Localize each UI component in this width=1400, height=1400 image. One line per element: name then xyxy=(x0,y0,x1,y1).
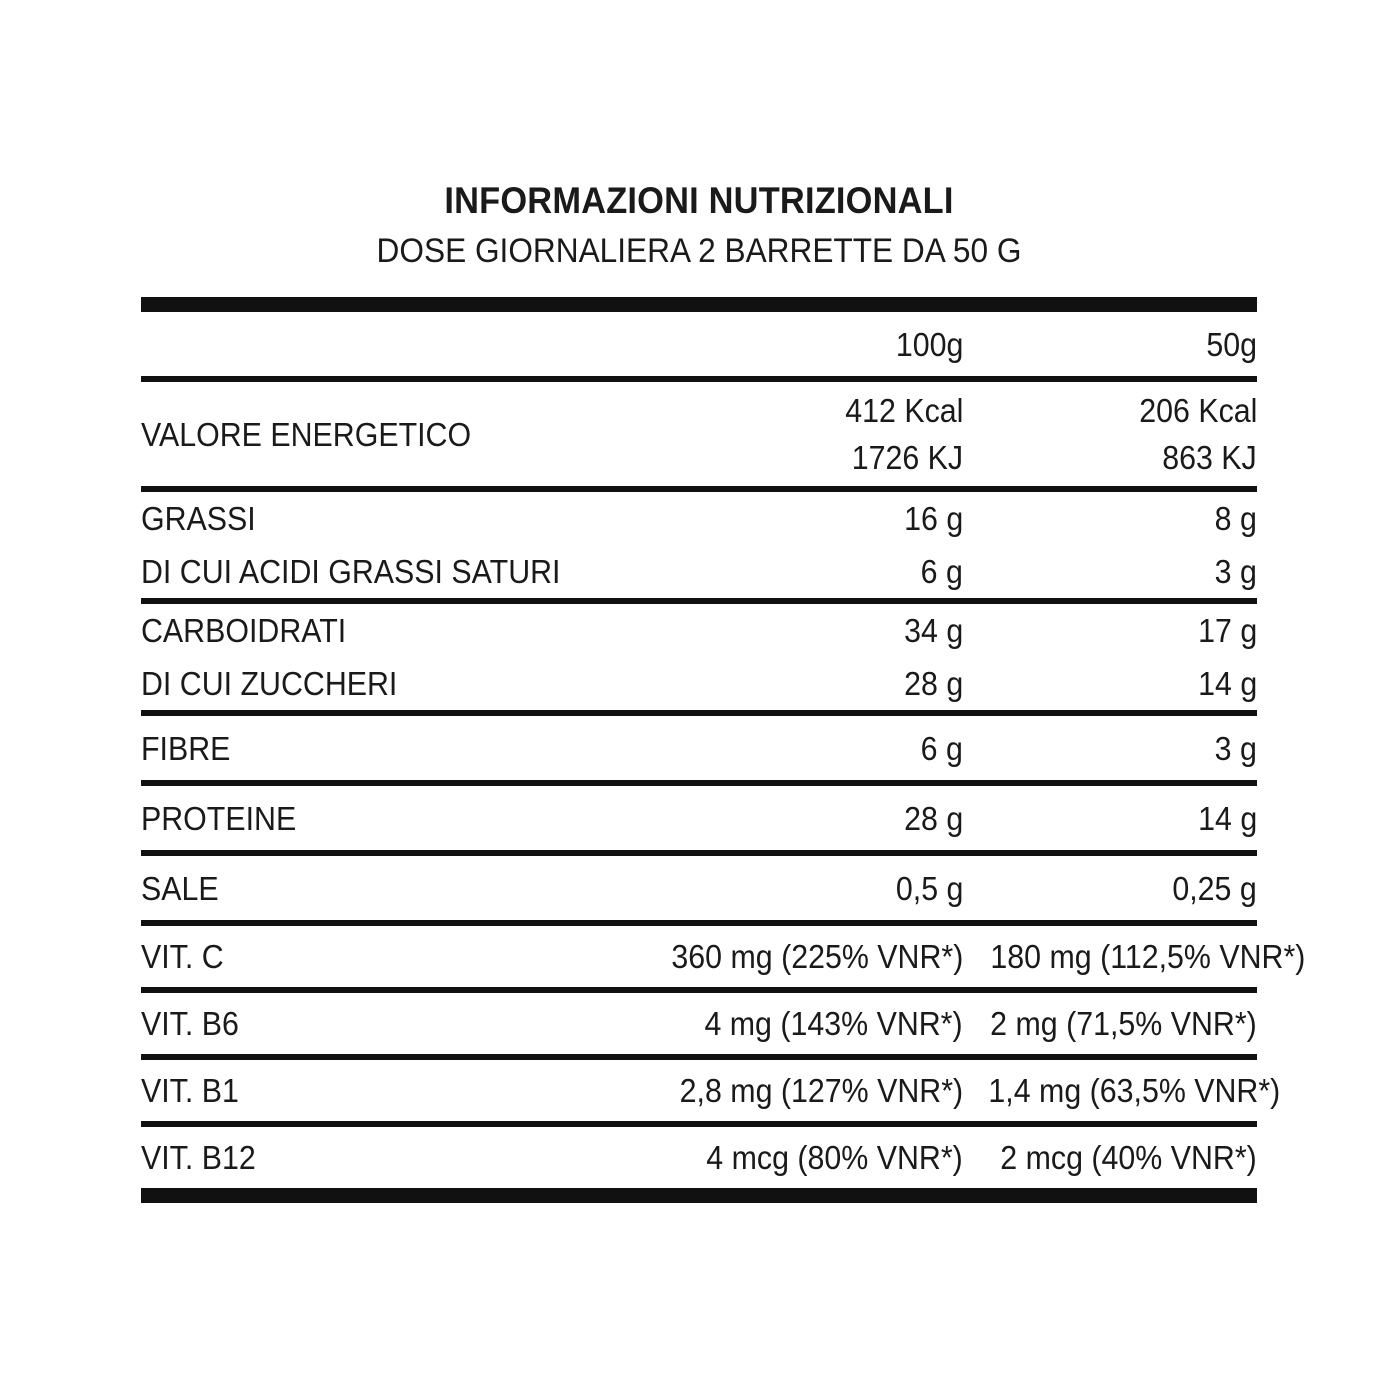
row-value-50g: 14 g xyxy=(1197,665,1257,702)
divider-thick xyxy=(141,297,1257,312)
row-value-50g: 2 mg (71,5% VNR*) xyxy=(990,1005,1257,1042)
row-label-sub: DI CUI ZUCCHERI xyxy=(141,665,398,702)
rule-top-thick xyxy=(141,297,1257,312)
header-cell-100g: 100g xyxy=(895,325,963,363)
row-value-50g: 3 g xyxy=(1214,553,1257,590)
row-value-100g: 4 mg (143% VNR*) xyxy=(704,1005,963,1042)
row-value-100g: 34 g xyxy=(903,612,963,649)
row-label-energy: VALORE ENERGETICO xyxy=(141,415,472,453)
row-value-100g: 360 mg (225% VNR*) xyxy=(671,938,963,975)
table-header-row xyxy=(141,312,1257,376)
row-label: FIBRE xyxy=(141,729,231,767)
row-value-100g: 28 g xyxy=(903,665,963,702)
row-label-sub: DI CUI ACIDI GRASSI SATURI xyxy=(141,553,561,590)
row-value-50g: 2 mcg (40% VNR*) xyxy=(1000,1139,1257,1176)
table-row-energy xyxy=(141,382,1257,486)
label-heading xyxy=(141,178,1257,274)
row-value-100g: 6 g xyxy=(920,553,963,590)
row-value-50g: 14 g xyxy=(1197,799,1257,837)
row-label: VIT. B6 xyxy=(141,1005,239,1042)
row-value-50g: 1,4 mg (63,5% VNR*) xyxy=(988,1072,1281,1109)
nutrition-table-wrap xyxy=(141,297,1306,1203)
header-cell-50g: 50g xyxy=(1206,325,1257,363)
row-value-100g: 16 g xyxy=(903,500,963,537)
table-row xyxy=(141,856,1257,920)
row-label: VIT. B12 xyxy=(141,1139,256,1176)
row-value-100g: 4 mcg (80% VNR*) xyxy=(706,1139,963,1176)
row-label: VIT. B1 xyxy=(141,1072,239,1109)
nutrition-table xyxy=(141,297,1306,1203)
table-row xyxy=(141,716,1257,780)
row-value-100g: 6 g xyxy=(920,729,963,767)
header-cell-name xyxy=(141,312,627,376)
row-value-100g: 0,5 g xyxy=(895,869,963,907)
row-value-100g: 2,8 mg (127% VNR*) xyxy=(679,1072,963,1109)
row-value-50g: 180 mg (112,5% VNR*) xyxy=(990,938,1306,975)
table-row xyxy=(141,545,1257,598)
rule-bottom-thick xyxy=(141,1188,1257,1203)
row-value-50g: 8 g xyxy=(1214,500,1257,537)
serving-subtitle: DOSE GIORNALIERA 2 BARRETTE DA 50 G xyxy=(376,232,1022,270)
divider-thick xyxy=(141,1188,1257,1203)
table-row xyxy=(141,657,1257,710)
table-row xyxy=(141,786,1257,850)
row-value-100g: 28 g xyxy=(903,799,963,837)
row-value-energy-50g: 206 Kcal 863 KJ xyxy=(1138,392,1257,476)
table-row xyxy=(141,926,1257,987)
row-value-50g: 3 g xyxy=(1214,729,1257,767)
page-title: INFORMAZIONI NUTRIZIONALI xyxy=(444,180,954,221)
row-label: PROTEINE xyxy=(141,799,297,837)
table-row xyxy=(141,492,1257,545)
row-label: CARBOIDRATI xyxy=(141,612,347,649)
row-label: VIT. C xyxy=(141,938,224,975)
row-label: GRASSI xyxy=(141,500,256,537)
table-row xyxy=(141,1060,1257,1121)
table-row xyxy=(141,1127,1257,1188)
row-value-energy-100g: 412 Kcal 1726 KJ xyxy=(844,392,963,476)
row-value-50g: 17 g xyxy=(1197,612,1257,649)
table-row xyxy=(141,604,1257,657)
row-label: SALE xyxy=(141,869,219,907)
table-row xyxy=(141,993,1257,1054)
row-value-50g: 0,25 g xyxy=(1172,869,1257,907)
